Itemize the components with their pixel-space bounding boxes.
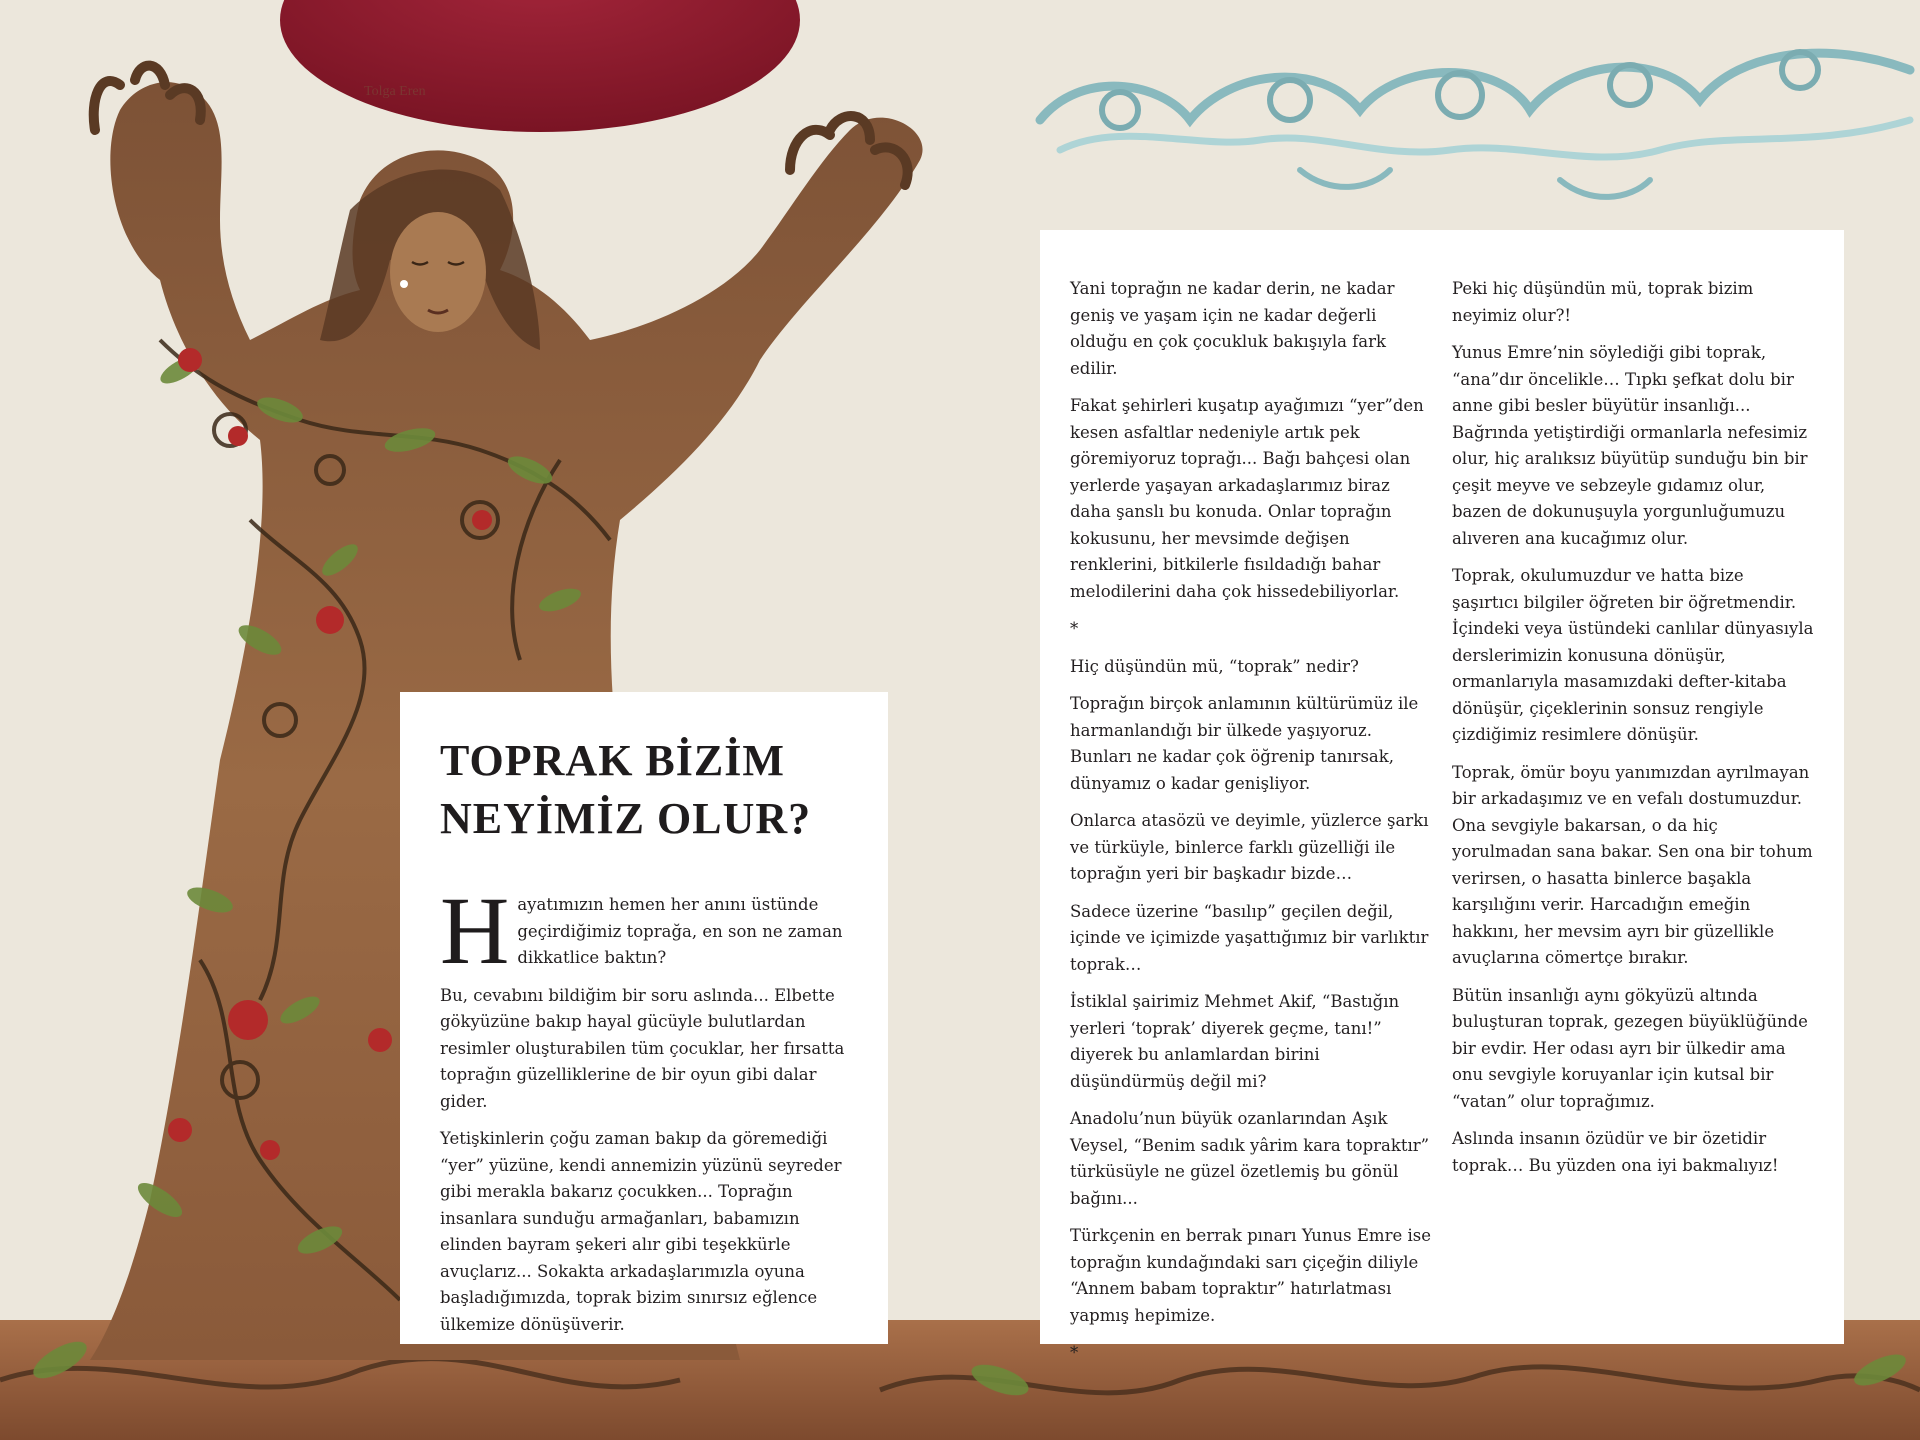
body-paragraph: Hiç düşündün mü, “toprak” nedir? (1070, 656, 1359, 676)
body-paragraph: Onlarca atasözü ve deyimle, yüzlerce şarkı ve türküyle, binlerce farklı güzelliği ile toprağın yeri bir başkadır bizde… (1070, 811, 1429, 883)
body-paragraph: Yani toprağın ne kadar derin, ne kadar geniş ve yaşam için ne kadar değerli olduğu en çok çocukluk bakışıyla fark edilir. (1070, 279, 1395, 378)
body-paragraph: Aslında insanın özüdür ve bir özetidir toprak… Bu yüzden ona iyi bakmalıyız! (1452, 1129, 1779, 1175)
body-paragraph: İstiklal şairimiz Mehmet Akif, “Bastığın yerleri ‘toprak’ diyerek geçme, tanı!” diyerek bu anlamlardan birini düşündürmüş değil mi? (1070, 992, 1400, 1091)
article-title: TOPRAK BİZİM NEYİMİZ OLUR? (440, 736, 812, 843)
cloud-swirls (1040, 52, 1910, 197)
body-paragraph: Toprak, ömür boyu yanımızdan ayrılmayan bir arkadaşımız ve en vefalı dostumuzdur. Ona sevgiyle bakarsan, o da hiç yorulmadan sana bakar. Sen ona bir tohum verirsen, o hasatta binlerce başakla karşılığını verir. Harcadığın emeğin hakkını, her mevsim ayrı bir güzellikle avuçlarına cömertçe bırakır. (1452, 762, 1813, 967)
body-paragraph: Toprak, okulumuzdur ve hatta bize şaşırtıcı bilgiler öğreten bir öğretmendir. İçindeki veya üstündeki canlılar dünyasıyla derslerimizin konusuna dönüşür, ormanlarıyla masamızdaki defter-kitaba dönüşür, çiçeklerinin sonsuz rengiyle çizdiğimiz resimlere dönüşür. (1452, 566, 1814, 744)
body-paragraph: Sadece üzerine “basılıp” geçilen değil, içinde ve içimizde yaşattığımız bir varlıktır toprak… (1070, 901, 1429, 974)
text-column-right (1452, 276, 1814, 1324)
intro-paragraph (440, 892, 854, 972)
left-paragraph: Bu, cevabını bildiğim bir soru aslında... Elbette gökyüzüne bakıp hayal gücüyle bulutlardan resimler oluşturabilen tüm çocuklar, her fırsatta toprağın güzelliklerine de bir oyun gibi dalar gider. (440, 985, 845, 1111)
intro-text: ayatımızın hemen her anını üstünde geçirdiğimiz toprağa, en son ne zaman dikkatlice baktın? (517, 895, 843, 967)
body-paragraph: Bütün insanlığı aynı gökyüzü altında buluşturan toprak, gezegen büyüklüğünde bir evdir. Her odası ayrı bir ülkedir ama onu sevgiyle koruyanlar için kutsal bir “vatan” olur toprağımız. (1452, 985, 1808, 1111)
body-paragraph: Peki hiç düşündün mü, toprak bizim neyimiz olur?! (1452, 279, 1754, 325)
body-text-panel (1040, 230, 1844, 1362)
body-paragraph: Türkçenin en berrak pınarı Yunus Emre ise toprağın kundağındaki sarı çiçeğin diliyle “Annem babam topraktır” hatırlatması yapmış hepimize. (1070, 1226, 1431, 1325)
left-paragraph: Yetişkinlerin çoğu zaman bakıp da göremediği “yer” yüzüne, kendi annemizin yüzünü seyreder gibi merakla bakarız çocukken... Toprağın insanlara sunduğu armağanları, babamızın elinden bayram şekeri alır gibi teşekkürle avuçlarız... Sokakta arkadaşlarımızla oyuna başladığımızda, toprak bizim sınırsız eğlence ülkemize dönüşüverir. (440, 1129, 842, 1334)
body-paragraph: Yunus Emre’nin söylediği gibi toprak, “ana”dır öncelikle… Tıpkı şefkat dolu bir anne gibi besler büyütür insanlığı... Bağrında yetiştirdiği ormanlarla nefesimiz olur, hiç aralıksız büyütüp sunduğu bin bir çeşit meyve ve sebzeyle gıdamız olur, bazen de dokunuşuyla yorgunluğumuzu alıveren ana kucağımız olur. (1452, 343, 1808, 548)
drop-cap: H (440, 892, 510, 972)
illustrator-credit: Tolga Eren (364, 84, 426, 99)
body-paragraph: Toprağın birçok anlamının kültürümüz ile harmanlandığı bir ülkede yaşıyoruz. Bunları ne kadar çok öğrenip tanırsak, dünyamız o kadar genişliyor. (1070, 694, 1419, 793)
body-paragraph: Anadolu’nun büyük ozanlarından Aşık Veysel, “Benim sadık yârim kara topraktır” türküsüyle ne güzel özetlemiş bu gönül bağını... (1070, 1109, 1430, 1208)
red-sun-shape (280, 0, 800, 132)
section-separator: * (1070, 1343, 1079, 1362)
intro-panel (400, 692, 888, 1344)
text-column-left (1070, 276, 1432, 1362)
body-paragraph: Fakat şehirleri kuşatıp ayağımızı “yer”den kesen asfaltlar nedeniyle artık pek göremiyoruz toprağı... Bağı bahçesi olan yerlerde yaşayan arkadaşlarımız biraz daha şanslı bu konuda. Onlar toprağın kokusunu, her mevsimde değişen renklerini, bitkilerle fısıldadığı bahar melodilerini daha çok hissedebiliyorlar. (1070, 396, 1424, 601)
section-separator: * (1070, 619, 1079, 638)
